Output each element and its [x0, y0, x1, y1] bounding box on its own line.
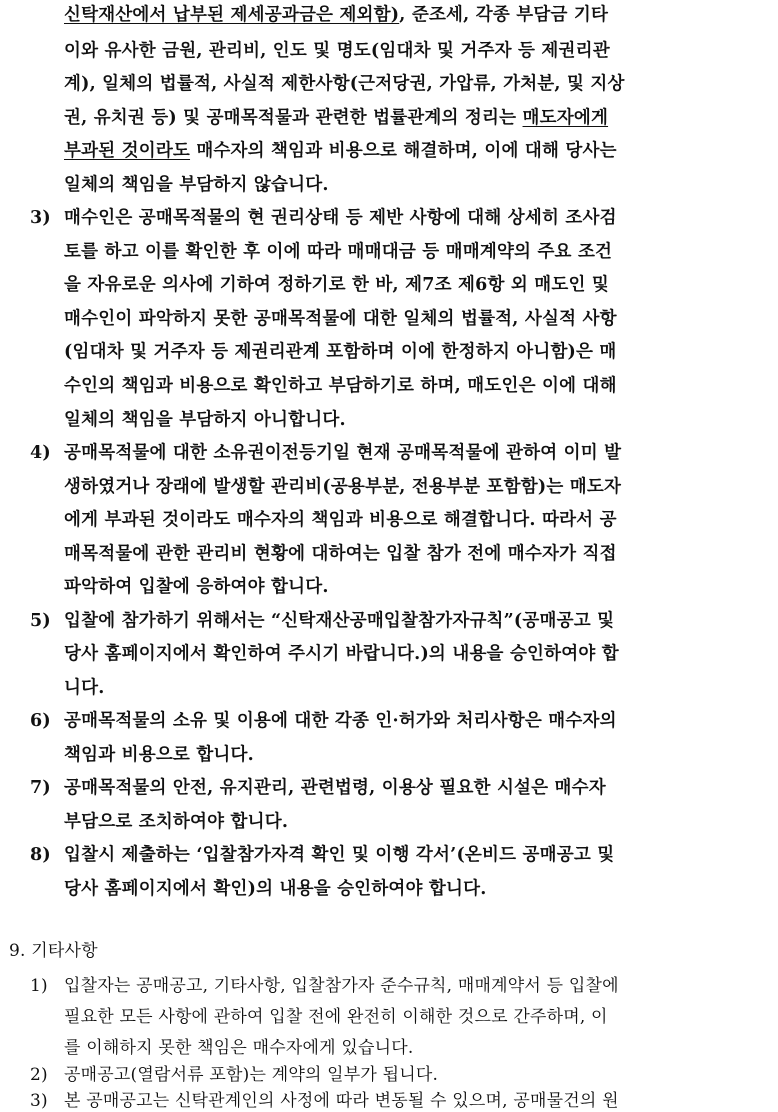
item-4-line: 매목적물에 관한 관리비 현황에 대하여는 입찰 참가 전에 매수자가 직접: [64, 544, 617, 564]
continuation-line-3: 계), 일체의 법률적, 사실적 제한사항(근저당권, 가압류, 가처분, 및 지상: [64, 74, 625, 94]
item-3-line: 토를 하고 이를 확인한 후 이에 따라 매매대금 등 매매계약의 주요 조건: [64, 242, 613, 262]
item-4-line: 생하였거나 장래에 발생할 관리비(공용부분, 전용부분 포함함)는 매도자: [64, 477, 622, 497]
item-5-line: 입찰에 참가하기 위해서는 “신탁재산공매입찰참가자규칙”(공매공고 및: [64, 611, 615, 631]
item-6-line: 공매목적물의 소유 및 이용에 대한 각종 인·허가와 처리사항은 매수자의: [64, 711, 617, 731]
item-4-line: 파악하여 입찰에 응하여야 합니다.: [64, 577, 329, 597]
item-3-line: 일체의 책임을 부담하지 아니합니다.: [64, 410, 346, 430]
item-5-line: 니다.: [64, 678, 105, 698]
item-8-line: 당사 홈페이지에서 확인)의 내용을 승인하여야 합니다.: [64, 879, 487, 899]
item-number: 7): [30, 778, 51, 798]
item-7-line: 공매목적물의 안전, 유지관리, 관련법령, 이용상 필요한 시설은 매수자: [64, 778, 606, 798]
item-3-line: 매수인이 파악하지 못한 공매목적물에 대한 일체의 법률적, 사실적 사항: [64, 309, 617, 329]
section9-item-2-line: 공매공고(열람서류 포함)는 계약의 일부가 됩니다.: [64, 1065, 439, 1085]
continuation-line-6: 일체의 책임을 부담하지 않습니다.: [64, 175, 329, 195]
item-number: 3): [30, 1091, 48, 1111]
continuation-line-5: 부과된 것이라도 매수자의 책임과 비용으로 해결하며, 이에 대해 당사는: [64, 141, 617, 161]
continuation-line-1: 신탁재산에서 납부된 제세공과금은 제외함), 준조세, 각종 부담금 기타: [64, 5, 609, 25]
continuation-line-4: 권, 유치권 등) 및 공매목적물과 관련한 법률관계의 정리는 매도자에게: [64, 108, 609, 128]
item-number: 2): [30, 1065, 48, 1085]
section9-item-3-line: 본 공매공고는 신탁관계인의 사정에 따라 변동될 수 있으며, 공매물건의 원: [64, 1091, 619, 1111]
item-number: 6): [30, 711, 51, 731]
item-4-line: 공매목적물에 대한 소유권이전등기일 현재 공매목적물에 관하여 이미 발: [64, 443, 622, 463]
item-3-line: 을 자유로운 의사에 기하여 정하기로 한 바, 제7조 제6항 외 매도인 및: [64, 275, 609, 295]
item-3-line: 수인의 책임과 비용으로 확인하고 부담하기로 하며, 매도인은 이에 대해: [64, 376, 617, 396]
section-title: 9. 기타사항: [9, 941, 98, 961]
underlined-text: 부과된 것이라도: [64, 141, 191, 161]
section9-item-1-line: 필요한 모든 사항에 관하여 입찰 전에 완전히 이해한 것으로 간주하며, 이: [64, 1007, 608, 1027]
item-6-line: 책임과 비용으로 합니다.: [64, 745, 254, 765]
section9-item-1-line: 를 이해하지 못한 책임은 매수자에게 있습니다.: [64, 1038, 414, 1058]
item-3-line: 매수인은 공매목적물의 현 권리상태 등 제반 사항에 대해 상세히 조사검: [64, 208, 617, 228]
item-8-line: 입찰시 제출하는 ‘입찰참가자격 확인 및 이행 각서’(온비드 공매공고 및: [64, 845, 615, 865]
section9-item-1-line: 입찰자는 공매공고, 기타사항, 입찰참가자 준수규칙, 매매계약서 등 입찰에: [64, 976, 619, 996]
item-4-line: 에게 부과된 것이라도 매수자의 책임과 비용으로 해결합니다. 따라서 공: [64, 510, 617, 530]
underlined-text: 매도자에게: [522, 108, 609, 128]
item-number: 4): [30, 443, 51, 463]
item-number: 1): [30, 976, 48, 996]
item-5-line: 당사 홈페이지에서 확인하여 주시기 바랍니다.)의 내용을 승인하여야 합: [64, 644, 619, 664]
underlined-text: 신탁재산에서 납부된 제세공과금은 제외함): [64, 5, 400, 25]
item-number: 5): [30, 611, 51, 631]
item-number: 3): [30, 208, 51, 228]
continuation-line-2: 이와 유사한 금원, 관리비, 인도 및 명도(임대차 및 거주자 등 제권리관: [64, 41, 610, 61]
item-7-line: 부담으로 조치하여야 합니다.: [64, 812, 289, 832]
item-3-line: (임대차 및 거주자 등 제권리관계 포함하며 이에 한정하지 아니함)은 매: [64, 342, 617, 362]
item-number: 8): [30, 845, 51, 865]
